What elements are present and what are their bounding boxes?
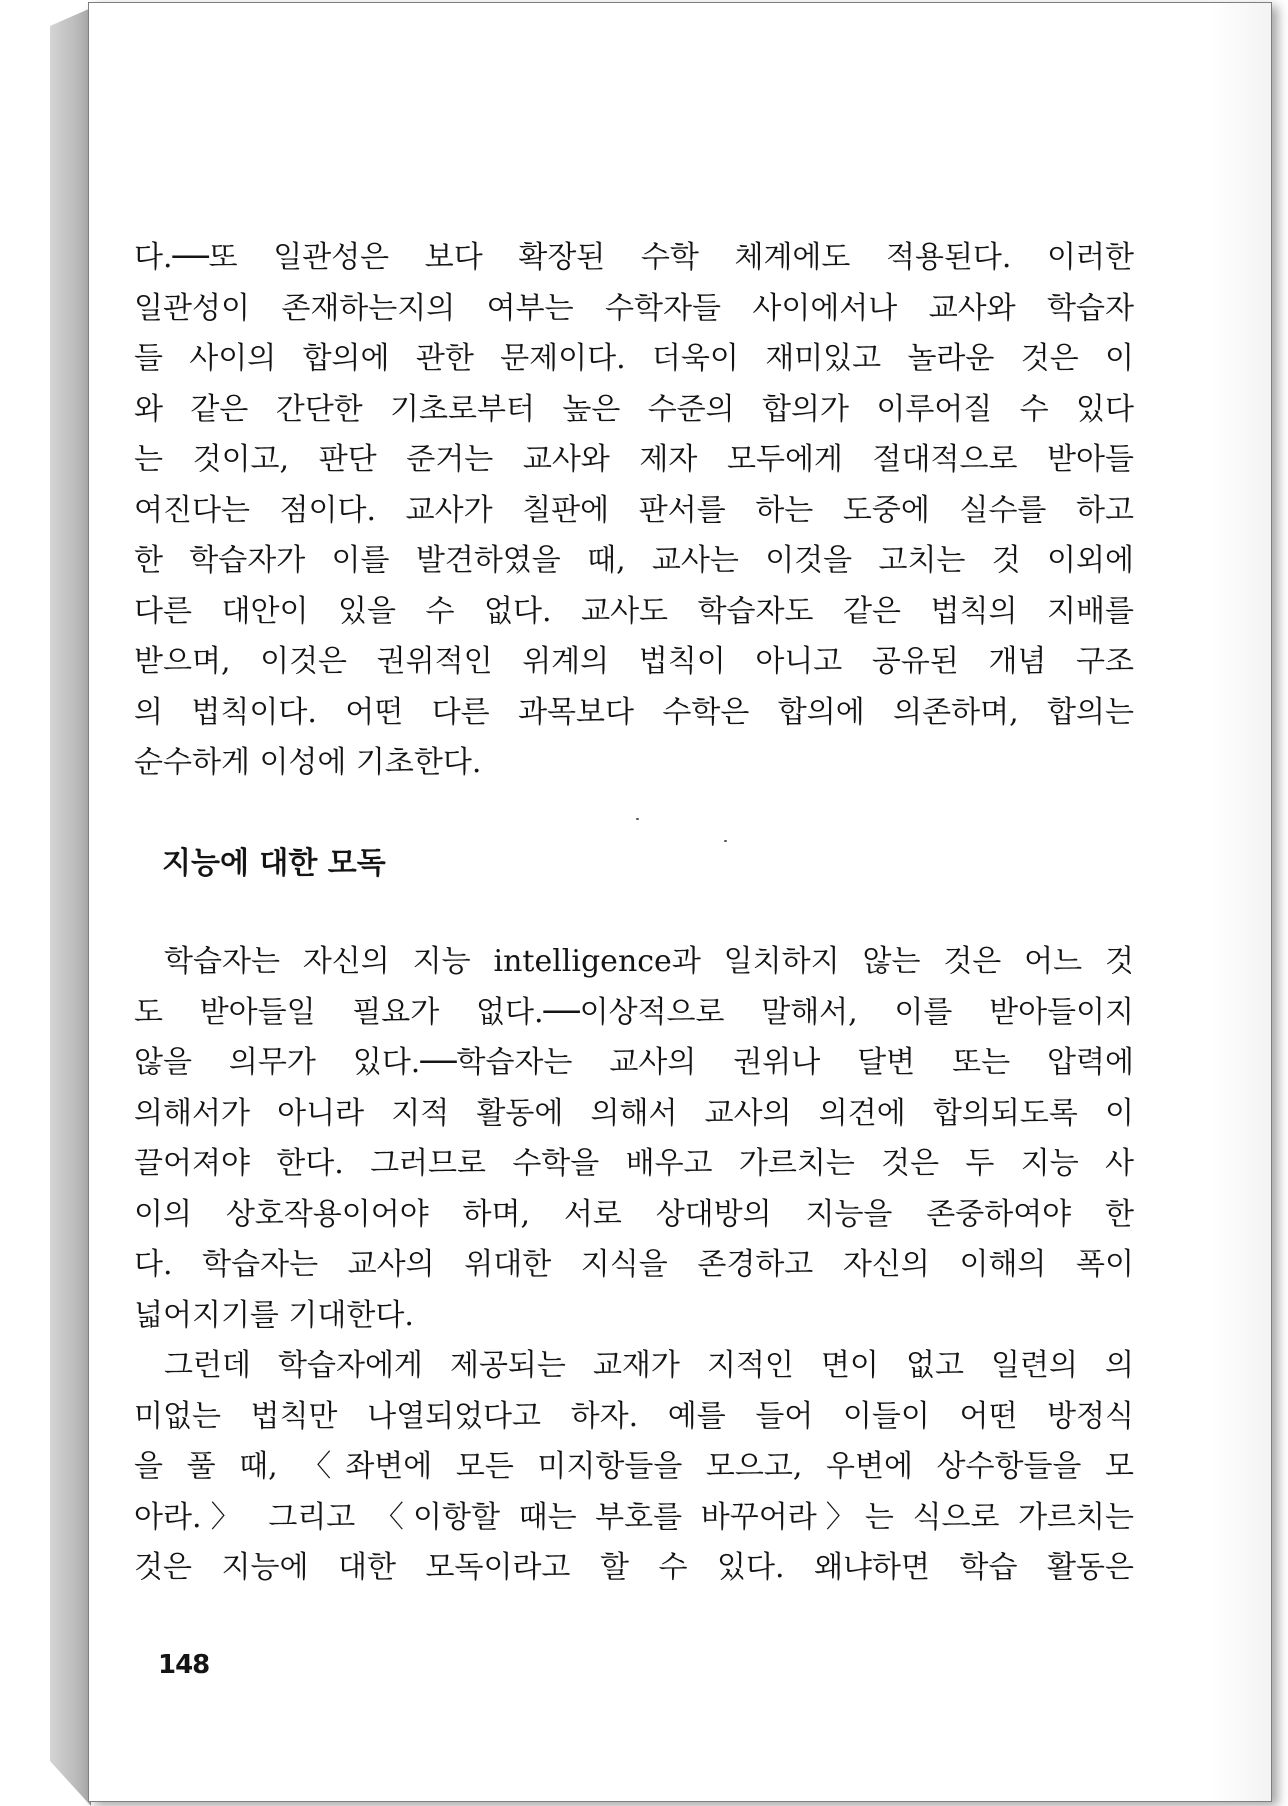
text-line: 순수하게 이성에 기초한다. (134, 745, 482, 780)
paragraph-1 (134, 233, 1134, 789)
text-line: 을 풀 때, 〈좌변에 모든 미지항들을 모으고, 우변에 상수항들을 모 (134, 1449, 1134, 1484)
text-line: 받으며, 이것은 권위적인 위계의 법칙이 아니고 공유된 개념 구조 (134, 644, 1134, 679)
paragraph-3 (134, 1341, 1134, 1594)
book-edge (50, 8, 91, 1806)
text-line: 그런데 학습자에게 제공되는 교재가 지적인 면이 없고 일련의 의 (164, 1348, 1134, 1383)
text-line: 다른 대안이 있을 수 없다. 교사도 학습자도 같은 법칙의 지배를 (134, 593, 1134, 629)
text-line: 학습자는 자신의 지능 intelligence과 일치하지 않는 것은 어느 것 (164, 944, 1134, 979)
text-line: 다.──또 일관성은 보다 확장된 수학 체계에도 적용된다. 이러한 (134, 240, 1134, 275)
text-line: 끌어져야 한다. 그러므로 수학을 배우고 가르치는 것은 두 지능 사 (134, 1146, 1134, 1181)
section-heading: 지능에 대한 모독 (162, 846, 386, 881)
text-line: 않을 의무가 있다.──학습자는 교사의 권위나 달변 또는 압력에 (134, 1045, 1134, 1080)
page-speck (636, 818, 639, 820)
text-line: 일관성이 존재하는지의 여부는 수학자들 사이에서나 교사와 학습자 (134, 290, 1134, 326)
paragraph-2-text (134, 937, 1134, 1341)
text-line: 여진다는 점이다. 교사가 칠판에 판서를 하는 도중에 실수를 하고 (134, 492, 1134, 528)
text-line: 들 사이의 합의에 관한 문제이다. 더욱이 재미있고 놀라운 것은 이 (134, 341, 1134, 376)
paragraph-3-text (134, 1341, 1134, 1594)
text-line: 는 것이고, 판단 준거는 교사와 제자 모두에게 절대적으로 받아들 (134, 442, 1134, 477)
text-line: 넓어지기를 기대한다. (134, 1297, 414, 1333)
text-line: 와 같은 간단한 기초로부터 높은 수준의 합의가 이루어질 수 있다 (134, 391, 1134, 427)
text-line: 것은 지능에 대한 모독이라고 할 수 있다. 왜냐하면 학습 활동은 (134, 1550, 1134, 1585)
text-line: 의 법칙이다. 어떤 다른 과목보다 수학은 합의에 의존하며, 합의는 (134, 694, 1134, 730)
page-shading (1211, 3, 1271, 1801)
text-line: 한 학습자가 이를 발견하였을 때, 교사는 이것을 고치는 것 이외에 (134, 543, 1134, 578)
text-line: 이의 상호작용이어야 하며, 서로 상대방의 지능을 존중하여야 한 (134, 1196, 1134, 1232)
text-line: 아라.〉 그리고 〈이항할 때는 부호를 바꾸어라〉는 식으로 가르치는 (134, 1499, 1134, 1535)
page-speck (724, 840, 727, 842)
page-number: 148 (158, 1650, 210, 1680)
text-line: 다. 학습자는 교사의 위대한 지식을 존경하고 자신의 이해의 폭이 (134, 1247, 1134, 1282)
text-line: 미없는 법칙만 나열되었다고 하자. 예를 들어 이들이 어떤 방정식 (134, 1398, 1134, 1434)
text-line: 도 받아들일 필요가 없다.──이상적으로 말해서, 이를 받아들이지 (134, 994, 1134, 1030)
paragraph-2 (134, 937, 1134, 1341)
paragraph-1-text (134, 233, 1134, 789)
text-line: 의해서가 아니라 지적 활동에 의해서 교사의 의견에 합의되도록 이 (134, 1095, 1134, 1131)
